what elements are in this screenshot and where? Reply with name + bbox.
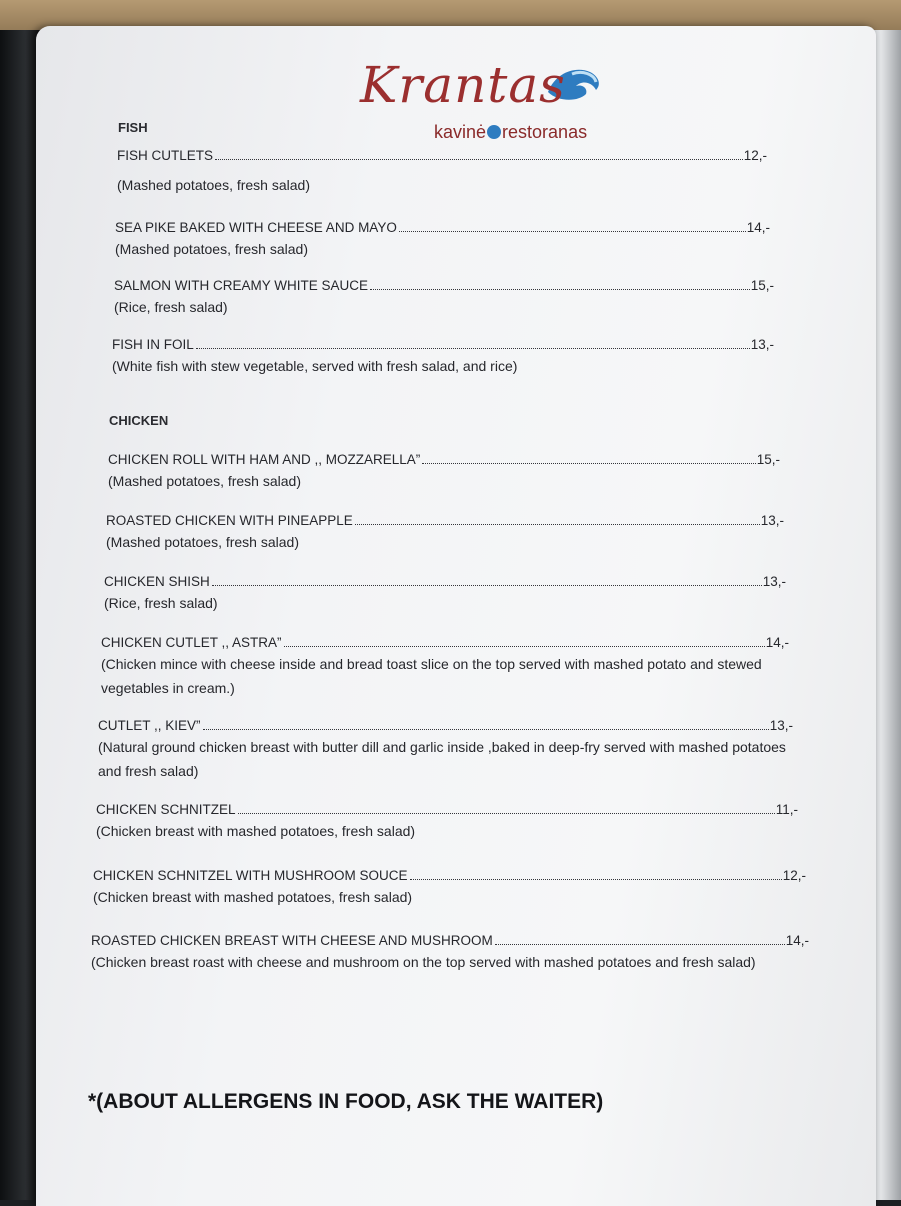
- restaurant-logo: [356, 56, 616, 151]
- item-description: (Chicken breast with mashed potatoes, fresh salad): [96, 823, 416, 839]
- item-name: CHICKEN SHISH: [104, 574, 210, 589]
- item-description: (White fish with stew vegetable, served with fresh salad, and rice): [112, 358, 518, 374]
- menu-item: [112, 337, 774, 378]
- item-description: (Mashed potatoes, fresh salad): [117, 177, 310, 193]
- item-name: SEA PIKE BAKED WITH CHEESE AND MAYO: [115, 220, 397, 235]
- item-price: 14,-: [765, 635, 789, 650]
- menu-item: [117, 148, 767, 197]
- item-description: (Mashed potatoes, fresh salad): [115, 241, 308, 257]
- logo-dot-icon: [487, 125, 501, 139]
- menu-item: [104, 574, 786, 615]
- item-price: 12,-: [782, 868, 806, 883]
- item-price: 11,-: [775, 802, 798, 817]
- item-description: (Mashed potatoes, fresh salad): [108, 473, 301, 489]
- item-description: (Chicken mince with cheese inside and bread toast slice on the top served with mashed potato and stewed vegetables in cream.): [101, 656, 762, 696]
- menu-item: [114, 278, 774, 319]
- item-description: (Natural ground chicken breast with butter dill and garlic inside ,baked in deep-fry served with mashed potatoes and fresh salad): [98, 739, 786, 779]
- menu-item: [93, 868, 806, 909]
- logo-subtitle-left: kavinė: [434, 122, 487, 142]
- item-price: 13,-: [769, 718, 793, 733]
- item-name: CUTLET ,, KIEV”: [98, 718, 201, 733]
- item-name: ROASTED CHICKEN WITH PINEAPPLE: [106, 513, 353, 528]
- item-description: (Rice, fresh salad): [104, 595, 218, 611]
- logo-subtitle-right: restoranas: [502, 122, 588, 142]
- item-price: 14,-: [746, 220, 770, 235]
- item-name: FISH CUTLETS: [117, 148, 214, 163]
- section-heading-chicken: CHICKEN: [109, 413, 169, 428]
- item-name: SALMON WITH CREAMY WHITE SAUCE: [114, 278, 369, 293]
- menu-item: [106, 513, 784, 554]
- item-price: 13,-: [762, 574, 786, 589]
- allergen-note: *(ABOUT ALLERGENS IN FOOD, ASK THE WAITER): [88, 1090, 604, 1113]
- item-price: 15,-: [750, 278, 774, 293]
- item-price: 12,-: [743, 148, 767, 163]
- item-price: 13,-: [750, 337, 774, 352]
- item-name: CHICKEN SCHNITZEL WITH MUSHROOM SOUCE: [93, 868, 408, 883]
- menu-item: [101, 635, 801, 700]
- menu-item: [96, 802, 798, 843]
- menu-item: [108, 452, 780, 493]
- menu-page: [36, 26, 876, 1206]
- item-description: (Chicken breast roast with cheese and mushroom on the top served with mashed potatoes and fresh salad): [91, 954, 756, 970]
- menu-item: [91, 933, 816, 974]
- item-name: CHICKEN SCHNITZEL: [96, 802, 236, 817]
- menu-item: [98, 718, 803, 783]
- item-name: ROASTED CHICKEN BREAST WITH CHEESE AND MUSHROOM: [91, 933, 493, 948]
- item-price: 13,-: [760, 513, 784, 528]
- item-description: (Chicken breast with mashed potatoes, fresh salad): [93, 889, 413, 905]
- item-price: 14,-: [785, 933, 809, 948]
- item-description: (Rice, fresh salad): [114, 299, 228, 315]
- item-description: (Mashed potatoes, fresh salad): [106, 534, 299, 550]
- item-name: CHICKEN ROLL WITH HAM AND ,, MOZZARELLA”: [108, 452, 421, 467]
- section-heading-fish: FISH: [118, 120, 148, 135]
- item-name: CHICKEN CUTLET ,, ASTRA”: [101, 635, 282, 650]
- item-price: 15,-: [756, 452, 780, 467]
- logo-wordmark: Krantas: [360, 56, 566, 114]
- menu-item: [115, 220, 770, 261]
- logo-subtitle: [434, 122, 587, 143]
- item-name: FISH IN FOIL: [112, 337, 194, 352]
